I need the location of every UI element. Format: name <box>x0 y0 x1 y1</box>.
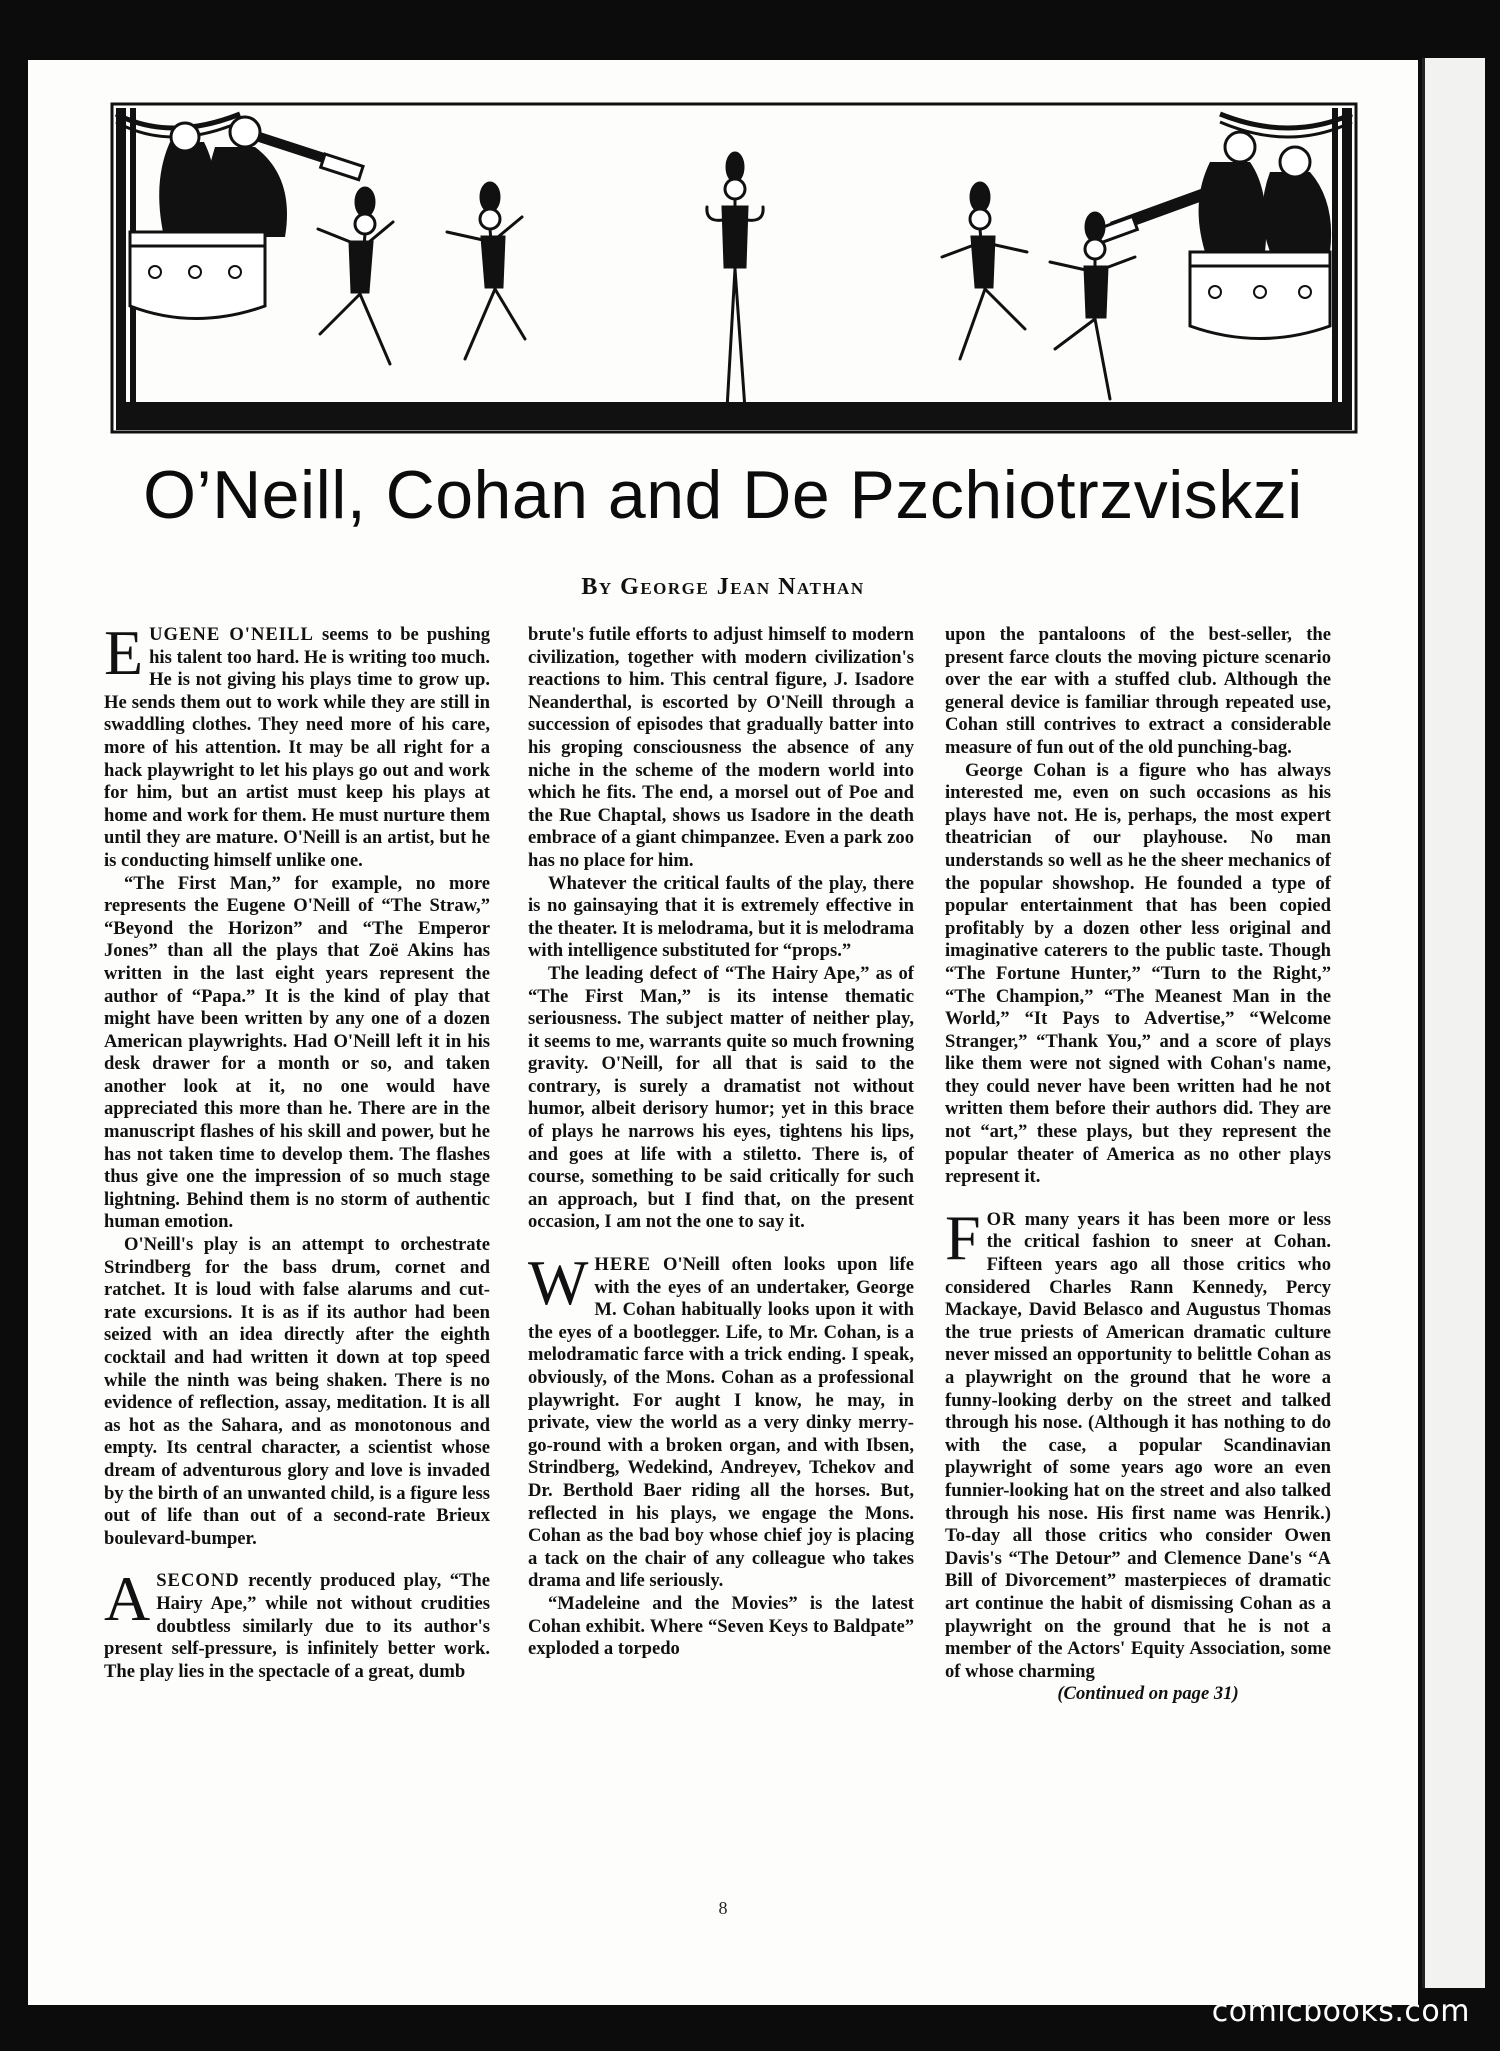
paragraph: O'Neill's play is an attempt to orchestrate Strindberg for the bass drum, cornet and ratchet. It is loud with false alarums and cut-rate excursions. It is as if its author had been seized with an idea directly after the eighth cocktail and had written it down at top speed while the ninth was being shaken. There is no evidence of reflection, assay, meditation. It is all as hot as the Sahara, and as monotonous and empty. Its central character, a scientist whose dream of adventurous glory and love is invaded by the birth of an unwanted child, is a figure less out of life than out of a second-rate Brieux boulevard-bumper. <box>104 1234 490 1549</box>
paragraph-text: seems to be pushing his talent too hard. He is writing too much. He is not giving his plays time to grow up. He sends them out to work while they are still in swaddling clothes. They need more of his care, more of his attention. It may be all right for a hack playwright to let his plays go out and work for him, but an artist must keep his plays at home and work for them. He must nurture them until they are mature. O'Neill is an artist, but he is conducting himself unlike one. <box>104 624 490 871</box>
paragraph: upon the pantaloons of the best-seller, the present farce clouts the moving picture scenario over the ear with a stuffed club. Although the general device is familiar through repeated use, Cohan still contrives to extract a considerable measure of fun out of the old punching-bag. <box>945 624 1331 758</box>
drop-cap: A <box>104 1563 151 1635</box>
theater-dancers-illustration <box>110 102 1358 434</box>
paragraph <box>104 1563 490 1683</box>
magazine-page <box>28 60 1418 2005</box>
paragraph <box>945 1201 1331 1683</box>
paragraph: George Cohan is a figure who has always interested me, even on such occasions as his plays have not. He is, perhaps, the most expert theatrician of our playhouse. No man understands so well as he the sheer mechanics of the popular showshop. He founded a type of popular entertainment that has been copied profitably by a dozen other less original and imaginative caterers to the public taste. Though “The Fortune Hunter,” “Turn to the Right,” “The Champion,” “The Meanest Man in the World,” “It Pays to Advertise,” “Welcome Stranger,” “Thank You,” and a score of plays like them were not signed with Cohan's name, they could never have been written had he not written them before their authors did. They are not “art,” these plays, but they represent the popular theater of America as no other plays represent it. <box>945 759 1331 1188</box>
text-column-1 <box>104 617 490 1683</box>
page-number: 8 <box>718 1898 728 1918</box>
drop-cap: F <box>945 1201 981 1273</box>
paragraph: “The First Man,” for example, no more represents the Eugene O'Neill of “The Straw,” “Beyond the Horizon” and “The Emperor Jones” than all the plays that Zoë Akins has written in the last eight years represent the author of “Papa.” It is the kind of play that might have been written by any one of a dozen American playwrights. Had O'Neill left it in his desk drawer for a month or so, and taken another look at it, no one would have appreciated this more than he. There are in the manuscript flashes of his skill and power, but he has not taken time to develop them. The flashes thus give one the impression of so much stage lightning. Behind them is no storm of authentic human emotion. <box>104 872 490 1233</box>
drop-cap: W <box>528 1247 589 1319</box>
lead-in: UGENE O'NEILL <box>149 624 314 645</box>
paragraph-text: recently produced play, “The Hairy Ape,” while not without crudities doubtless similarly due to its author's present self-pressure, is infinitely better work. The play lies in the spectacle of a great, dumb <box>104 1570 490 1682</box>
paragraph: brute's futile efforts to adjust himself to modern civilization, together with modern civilization's reactions to him. This central figure, J. Isadore Neanderthal, is escorted by O'Neill through a succession of episodes that gradually batter into his groping consciousness the absence of any niche in the scheme of the modern world into which he fits. The end, a morsel out of Poe and the Rue Chaptal, shows us Isadore in the death embrace of a giant chimpanzee. Even a park zoo has no place for him. <box>528 624 914 871</box>
paragraph-text: many years it has been more or less the critical fashion to sneer at Cohan. Fifteen years ago all those critics who considered Charles Rann Kennedy, Percy Mackaye, David Belasco and Augustus Thomas the true priests of American dramatic culture never missed an opportunity to belittle Cohan as a playwright on the ground that he wore a funny-looking derby on the street and talked through his nose. (Although it has nothing to do with the case, a popular Scandinavian playwright of some years ago wore an even funnier-looking hat on the street and also talked through his nose. His first name was Henrik.) To-day all those critics who consider Owen Davis's “The Detour” and Clemence Dane's “A Bill of Divorcement” masterpieces of dramatic art continue the habit of dismissing Cohan as a playwright on the ground that he is not a member of the Actors' Equity Association, some of whose charming <box>945 1208 1331 1682</box>
drop-cap: E <box>104 617 144 688</box>
paragraph: Whatever the critical faults of the play, there is no gainsaying that it is extremely effective in the theater. It is melodrama, but it is melodrama with intelligence substituted for “props.” <box>528 872 914 962</box>
byline: By George Jean Nathan <box>581 574 865 600</box>
article-title: O’Neill, Cohan and De Pzchiotrzviskzi <box>143 457 1303 533</box>
paragraph: “Madeleine and the Movies” is the latest Cohan exhibit. Where “Seven Keys to Baldpate” exploded a torpedo <box>528 1592 914 1660</box>
text-column-3 <box>945 624 1331 1706</box>
continued-note: (Continued on page 31) <box>1057 1683 1239 1705</box>
paragraph <box>104 617 490 873</box>
lead-in: SECOND <box>156 1570 240 1592</box>
paragraph: The leading defect of “The Hairy Ape,” as of “The First Man,” is its intense thematic seriousness. The subject matter of neither play, it seems to me, warrants quite so much frowning gravity. O'Neill, for all that is said to the contrary, is surely a dramatist not without humor, albeit derisory humor; yet in this brace of plays he narrows his eyes, tightens his lips, and goes at life with a stiletto. There is, of course, something to be said critically for such an approach, but I find that, on the present occasion, I am not the one to say it. <box>528 962 914 1233</box>
text-column-2 <box>528 624 914 1661</box>
paragraph <box>528 1247 914 1593</box>
paragraph-text: O'Neill often looks upon life with the eyes of an undertaker, George M. Cohan habitually looks upon it with the eyes of a bootlegger. Life, to Mr. Cohan, is a melodramatic farce with a trick ending. I speak, obviously, of the Mons. Cohan as a professional playwright. For aught I know, he may, in private, view the world as a very dinky merry-go-round with a broken organ, and with Ibsen, Strindberg, Wedekind, Andreyev, Tchekov and Dr. Berthold Baer riding all the horses. But, reflected in his plays, we engage the Mons. Cohan as the bad boy whose chief joy is placing a tack on the chair of any colleague who takes drama and life seriously. <box>528 1254 914 1592</box>
site-watermark: comicbooks.com <box>1211 1994 1470 2029</box>
lead-in: OR <box>986 1208 1017 1230</box>
facing-page-edge <box>1422 58 1485 1988</box>
lead-in: HERE <box>594 1254 652 1276</box>
